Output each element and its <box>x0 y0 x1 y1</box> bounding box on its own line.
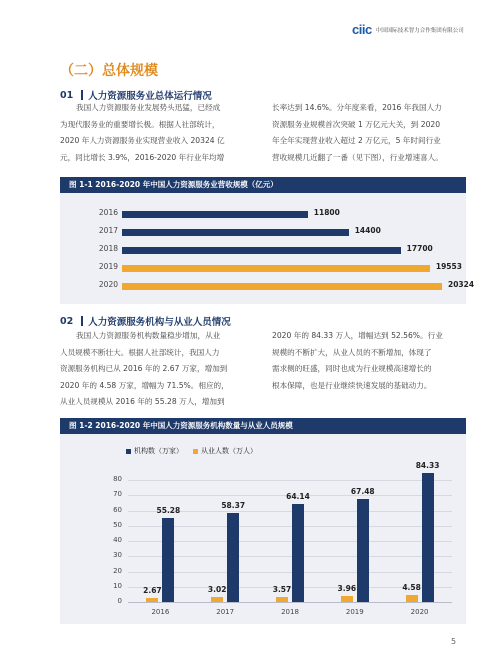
para-line: 根本保障，也是行业继续快速发展的基础动力。 <box>272 380 432 390</box>
para-line: 我国人力资源服务业发展势头迅猛，已经成 <box>76 103 221 112</box>
bar-value-label: 19553 <box>435 262 462 271</box>
y-axis-tick-label: 30 <box>113 551 122 560</box>
para-line: 我国人力资源服务机构数量稳步增加，从业 <box>76 331 221 340</box>
revenue-bar <box>122 265 430 272</box>
subsection-2-right-paragraph <box>272 328 472 394</box>
chart-legend <box>126 446 267 456</box>
legend-label: 机构数（万家） <box>134 447 183 455</box>
employees-bar <box>162 518 174 602</box>
heading-divider <box>81 316 83 326</box>
revenue-bar <box>122 211 308 218</box>
x-axis-line <box>128 602 452 603</box>
x-axis-tick-label: 2019 <box>345 608 364 616</box>
para-line: 从业人员规模从 2016 年的 55.28 万人，增加到 <box>60 397 225 406</box>
para-line: 为现代服务业的重要增长极。根据人社部统计， <box>60 119 220 129</box>
subsection-2-heading <box>60 314 231 328</box>
para-line: 人员规模不断壮大。根据人社部统计，我国人力 <box>60 347 220 357</box>
figure-1-chart <box>60 193 475 304</box>
para-line: 营收规模几近翻了一番（见下图），行业增速喜人。 <box>272 152 443 162</box>
bar-category-label: 2016 <box>98 208 118 217</box>
legend-swatch <box>193 449 198 454</box>
revenue-bar <box>122 247 401 254</box>
x-axis-tick-label: 2018 <box>281 608 299 616</box>
institutions-value-label: 3.02 <box>207 585 227 595</box>
section-title: （二）总体规模 <box>60 63 158 79</box>
y-axis-tick-label: 50 <box>113 520 122 529</box>
institutions-bar <box>341 596 353 602</box>
y-axis-tick-label: 0 <box>117 597 122 605</box>
para-line: 规模的不断扩大，从业人员的不断增加，体现了 <box>272 347 432 357</box>
institutions-value-label: 2.67 <box>143 585 162 595</box>
para-line: 长率达到 14.6%。分年度来看，2016 年我国人力 <box>272 103 442 112</box>
subsection-2-title: 人力资源服务机构与从业人员情况 <box>88 317 231 328</box>
para-line: 2020 年的 4.58 万家，增幅为 71.5%。相应的， <box>60 380 229 390</box>
y-axis-tick-label: 80 <box>113 475 122 483</box>
employees-value-label: 67.48 <box>350 487 375 497</box>
x-axis-tick-label: 2020 <box>410 608 429 616</box>
employees-value-label: 58.37 <box>221 500 246 510</box>
para-line: 2020 年的 84.33 万人，增幅达到 52.56%。行业 <box>272 331 443 340</box>
x-axis-tick-label: 2016 <box>151 608 170 616</box>
institutions-bar <box>146 598 158 602</box>
bar-value-label: 17700 <box>406 244 433 253</box>
institutions-value-label: 4.58 <box>402 583 421 592</box>
y-axis-tick-label: 70 <box>113 490 122 499</box>
bar-category-label: 2020 <box>98 280 118 289</box>
x-axis-tick-label: 2017 <box>216 608 235 616</box>
gridline <box>128 526 452 527</box>
gridline <box>128 541 452 542</box>
employees-value-label: 84.33 <box>415 461 440 471</box>
page-number: 5 <box>451 637 457 646</box>
employees-bar <box>422 473 434 602</box>
para-line: 年全年实现营业收入超过 2 万亿元，5 年时间行业 <box>272 136 441 145</box>
company-logo <box>352 22 464 37</box>
bar-category-label: 2019 <box>98 262 118 271</box>
institutions-value-label: 3.57 <box>272 584 292 594</box>
y-axis-tick-label: 20 <box>113 566 122 575</box>
bar-category-label: 2017 <box>98 226 118 235</box>
para-line: 元，同比增长 3.9%，2016-2020 年行业年均增 <box>60 152 225 162</box>
gridline <box>128 480 452 481</box>
institutions-bar <box>276 597 288 602</box>
gridline <box>128 556 452 557</box>
bar-value-label: 14400 <box>354 226 381 235</box>
institutions-bar <box>211 597 223 602</box>
para-line: 资源服务机构已从 2016 年的 2.67 万家，增加到 <box>60 364 228 373</box>
revenue-bar <box>122 229 349 236</box>
subsection-1-title: 人力资源服务业总体运行情况 <box>88 91 212 102</box>
employees-bar <box>227 513 239 602</box>
y-axis-tick-label: 40 <box>113 536 122 544</box>
subsection-1-number: 01 <box>60 89 74 101</box>
gridline <box>128 572 452 573</box>
y-axis-tick-label: 10 <box>113 581 122 590</box>
subsection-2-number: 02 <box>60 315 74 327</box>
figure-1-caption: 图 1-1 2016-2020 年中国人力资源服务业营收规模（亿元） <box>60 177 466 193</box>
subsection-1-left-paragraph <box>60 100 265 166</box>
para-line: 资源服务业规模首次突破 1 万亿元大关，到 2020 <box>272 119 441 129</box>
legend-item <box>193 446 257 456</box>
employees-value-label: 55.28 <box>156 505 181 515</box>
legend-item <box>126 446 183 456</box>
institutions-value-label: 3.96 <box>337 583 357 593</box>
legend-swatch <box>126 449 131 454</box>
institutions-bar <box>406 595 418 602</box>
y-axis-tick-label: 60 <box>113 505 122 514</box>
figure-2-chart <box>60 434 466 624</box>
para-line: 2020 年人力资源服务业实现营业收入 20324 亿 <box>60 136 225 145</box>
employees-bar <box>357 499 369 602</box>
heading-divider <box>81 90 83 100</box>
bar-category-label: 2018 <box>98 244 118 253</box>
bar-value-label: 20324 <box>448 280 475 289</box>
subsection-2-left-paragraph <box>60 328 265 411</box>
employees-value-label: 64.14 <box>286 492 310 502</box>
company-name: 中国国际技术智力合作集团有限公司 <box>375 27 464 34</box>
bar-value-label: 11800 <box>313 208 340 217</box>
employees-bar <box>292 504 304 602</box>
figure-2-caption: 图 1-2 2016-2020 年中国人力资源服务机构数量与从业人员规模 <box>60 418 466 434</box>
legend-label: 从业人数（万人） <box>201 447 257 455</box>
subsection-1-right-paragraph <box>272 100 472 166</box>
revenue-bar <box>122 283 442 290</box>
para-line: 需求侧的旺盛，同时也成为行业规模高速增长的 <box>272 364 432 373</box>
logo-mark: ciic <box>352 22 372 37</box>
